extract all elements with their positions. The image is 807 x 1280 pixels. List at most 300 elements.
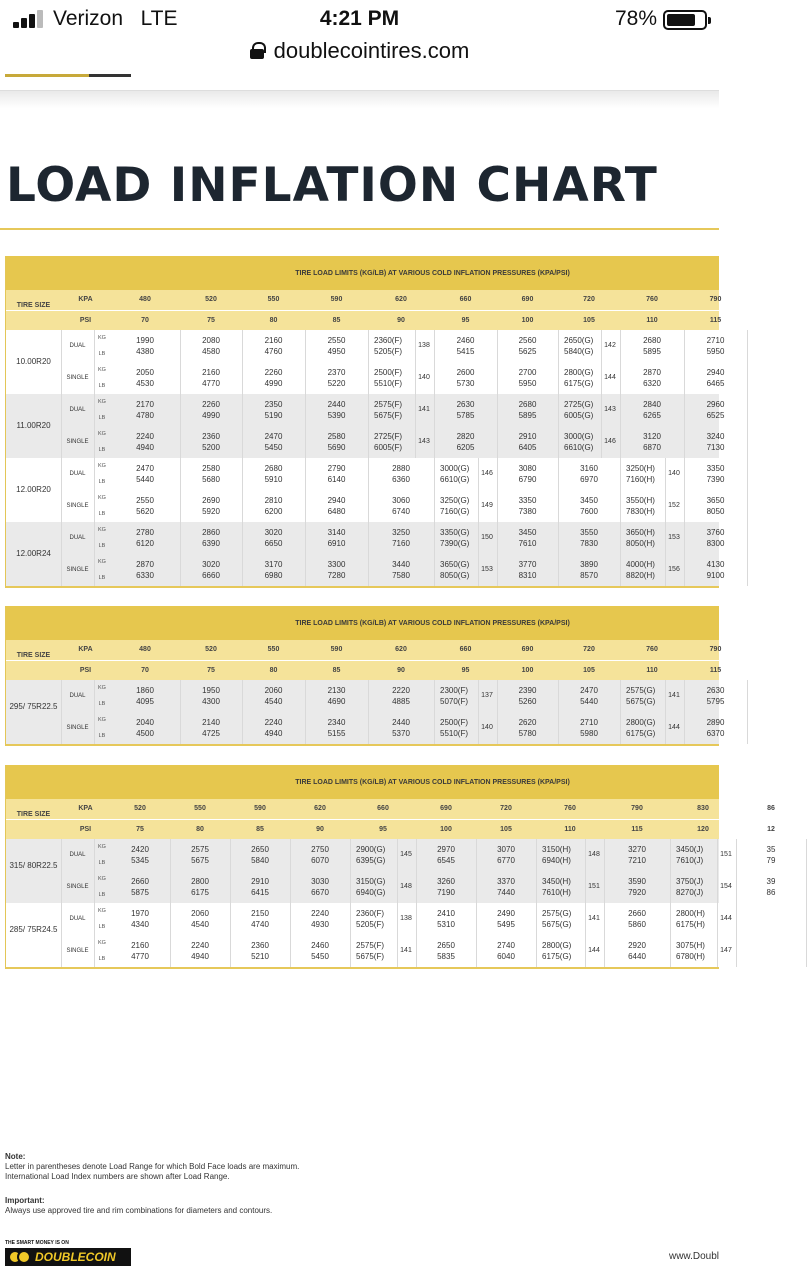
load-lb: 6120 [136,539,154,548]
table-header: TIRE LOAD LIMITS (KG/LB) AT VARIOUS COLD INFLATION PRESSURES (KPA/PSI) [6,256,719,290]
column-divider [94,839,95,903]
load-index: 137 [481,692,493,699]
load-value [230,935,290,967]
load-lb: 5920 [202,507,220,516]
load-kg: 2650 [251,845,269,854]
kpa-value: 620 [314,805,326,812]
column-divider [350,839,351,903]
load-value [542,839,586,871]
load-kg: 3370 [497,877,515,886]
unit-labels [94,839,110,871]
load-lb: 4530 [136,379,154,388]
load-value [368,522,434,554]
load-lb: 5780 [518,729,537,738]
load-lb: 4930 [311,920,329,929]
load-index: 141 [418,406,430,413]
psi-value: 115 [709,317,722,324]
load-value [626,712,666,744]
config-label: SINGLE [66,439,89,445]
unit-labels [94,871,110,903]
load-kg: 2710 [580,718,598,727]
load-value [564,394,602,426]
config-label: DUAL [69,693,86,699]
lb-label: LB [98,383,106,389]
load-lb: 6670 [311,888,329,897]
column-divider [604,903,605,967]
website-link[interactable]: www.Doubl [668,1251,719,1262]
psi-value: 95 [379,826,387,833]
load-lb: 6175(H) [676,920,705,929]
load-value [230,903,290,935]
psi-row [6,660,722,680]
load-kg: 1990 [136,336,154,345]
kpa-value: 480 [139,296,151,303]
load-lb: 6200 [264,507,283,516]
tire-size: 12.00R20 [16,485,51,494]
load-value [242,490,305,522]
load-value [110,426,180,458]
column-divider [61,839,62,903]
load-value [497,362,558,394]
load-kg: 3890 [580,560,598,569]
load-kg: 2780 [136,528,154,537]
pressure-header [6,640,722,680]
load-lb: 4690 [327,697,346,706]
status-bar [0,0,719,38]
load-kg: 2160 [202,368,220,377]
load-lb: 6940(G) [356,888,386,897]
column-divider [434,522,435,586]
load-lb: 4760 [264,347,283,356]
load-value [626,490,666,522]
load-value [170,903,230,935]
index-divider [415,394,416,426]
kpa-row [6,640,722,660]
url-text: doublecointires.com [273,38,470,63]
load-kg: 2620 [518,718,537,727]
load-lb: 9100 [706,571,725,580]
load-kg: 2500(F) [440,718,469,727]
load-value [497,426,558,458]
index-divider [717,935,718,967]
load-kg: 3350(G) [440,528,470,537]
load-kg: 2970 [437,845,455,854]
load-kg: 3650(G) [440,560,470,569]
load-value [356,839,398,871]
column-divider [61,680,62,744]
load-lb: 7830 [580,539,598,548]
load-lb: 6770 [497,856,515,865]
load-kg: 2420 [131,845,149,854]
load-lb: 5450 [311,952,329,961]
config-label: SINGLE [66,503,89,509]
section-divider [0,90,719,108]
psi-value: 110 [646,317,658,324]
kg-label: KG [98,844,106,850]
column-divider [242,330,243,394]
psi-value: 110 [564,826,576,833]
load-value [242,330,305,362]
load-value [170,871,230,903]
index-divider [478,680,479,712]
column-divider [61,394,62,458]
psi-value: 100 [440,826,452,833]
load-kg: 3030 [311,877,329,886]
load-lb: 5795 [706,697,725,706]
kpa-value: 790 [709,296,722,303]
load-lb: 5675(G) [626,697,656,706]
load-value [305,426,368,458]
load-kg: 3170 [264,560,283,569]
load-kg: 3750(J) [676,877,704,886]
load-lb: 8050(G) [440,571,470,580]
load-value [676,871,718,903]
column-divider [736,903,737,967]
load-lb: 8820(H) [626,571,655,580]
load-kg: 2130 [327,686,346,695]
index-divider [397,903,398,935]
load-value [684,522,747,554]
column-divider [620,522,621,586]
load-value [684,712,747,744]
load-index: 156 [668,566,680,573]
load-lb: 4340 [131,920,149,929]
load-value [180,362,242,394]
column-divider [170,839,171,903]
load-lb: 7190 [437,888,455,897]
load-kg: 1970 [131,909,149,918]
load-kg: 3080 [518,464,537,473]
load-kg: 3000(G) [440,464,470,473]
column-divider [747,330,748,394]
load-lb: 5895 [518,411,537,420]
load-kg: 2750 [311,845,329,854]
unit-labels [94,330,110,362]
load-kg: 2650 [437,941,455,950]
psi-value: 90 [397,667,405,674]
load-value [305,522,368,554]
load-kg: 2580 [327,432,346,441]
psi-label: PSI [79,317,92,324]
load-kg: 3240 [706,432,725,441]
load-value [110,871,170,903]
load-lb: 5840(G) [564,347,594,356]
column-divider [180,458,181,522]
psi-value: 100 [521,317,534,324]
load-row [6,839,776,871]
psi-value: 85 [332,667,341,674]
psi-value: 70 [141,667,149,674]
load-lb: 6395(G) [356,856,386,865]
load-lb: 5675(G) [542,920,572,929]
load-lb: 6545 [437,856,455,865]
load-lb: 5390 [327,411,346,420]
tire-size-heading: TIRE SIZE [16,652,51,659]
load-lb: 6740 [392,507,410,516]
load-value [497,330,558,362]
load-lb: 7610(J) [676,856,704,865]
load-value [684,490,747,522]
load-lb: 5155 [327,729,346,738]
load-value [290,839,350,871]
load-value [434,426,497,458]
load-value [434,394,497,426]
load-value [626,554,666,586]
kpa-value: 660 [459,646,472,653]
load-lb: 6175 [191,888,209,897]
load-kg: 3140 [327,528,346,537]
kg-label: KG [98,335,106,341]
load-value [416,871,476,903]
index-divider [415,426,416,458]
load-value [242,522,305,554]
load-value [110,490,180,522]
load-kg: 2560 [518,336,537,345]
load-kg: 2160 [131,941,149,950]
load-value [180,554,242,586]
psi-value: 85 [256,826,264,833]
load-value [110,362,180,394]
load-lb: 6140 [327,475,346,484]
load-value [180,330,242,362]
load-kg: 3350 [518,496,537,505]
load-kg: 2680 [643,336,661,345]
load-kg: 2725(F) [374,432,403,441]
column-divider [368,394,369,458]
load-lb: 6320 [643,379,661,388]
load-kg: 2040 [136,718,154,727]
load-kg: 2840 [643,400,661,409]
load-lb: 7610 [518,539,537,548]
load-value [684,458,747,490]
load-value [434,362,497,394]
load-index: 146 [481,470,493,477]
kpa-value: 760 [646,296,658,303]
load-lb: 6970 [580,475,598,484]
load-lb: 6525 [706,411,725,420]
important-title: Important: [5,1196,45,1205]
load-value [626,458,666,490]
load-value [110,839,170,871]
config-label: DUAL [69,471,86,477]
kpa-label: KPA [78,805,93,812]
note-block [5,1152,299,1182]
load-kg: 1860 [136,686,154,695]
load-row [6,935,732,967]
note-title: Note: [5,1152,26,1161]
load-value [736,903,806,935]
kpa-value: 520 [205,296,217,303]
address-bar[interactable] [0,38,719,74]
unit-labels [94,458,110,490]
load-kg: 2500(F) [374,368,403,377]
load-kg: 2260 [202,400,220,409]
tire-size-heading: TIRE SIZE [16,302,51,309]
column-divider [180,394,181,458]
load-kg: 2920 [628,941,646,950]
load-value [676,935,718,967]
kpa-value: 480 [139,646,151,653]
load-lb: 4950 [327,347,346,356]
index-divider [585,839,586,871]
note-line-2: International Load Index numbers are shown after Load Range. [5,1172,230,1181]
clock: 4:21 PM [319,7,400,30]
load-value [684,330,747,362]
psi-value: 105 [583,667,595,674]
config-label: SINGLE [66,567,89,573]
tire-size: 11.00R20 [16,421,51,430]
load-row [6,680,725,712]
load-lb: 6390 [202,539,220,548]
load-value [110,935,170,967]
load-value [542,871,586,903]
lb-label: LB [98,956,106,962]
doublecoin-logo[interactable] [5,1248,131,1266]
load-lb: 6370 [706,729,725,738]
load-value [676,839,718,871]
lb-label: LB [98,479,106,485]
load-index: 150 [481,534,493,541]
load-value [497,394,558,426]
load-value [440,522,479,554]
load-lb: 4095 [136,697,154,706]
load-value [242,426,305,458]
psi-value: 80 [269,667,278,674]
column-divider [536,903,537,967]
load-kg: 2740 [497,941,515,950]
load-value [440,490,479,522]
index-divider [717,839,718,871]
load-lb: 5510(F) [374,379,403,388]
load-kg: 2050 [136,368,154,377]
kpa-label: KPA [78,296,93,303]
load-value [497,712,558,744]
load-value [305,362,368,394]
psi-value: 110 [646,667,658,674]
load-value [626,522,666,554]
column-divider [305,458,306,522]
load-value [170,839,230,871]
psi-value: 85 [332,317,341,324]
column-divider [305,680,306,744]
unit-labels [94,490,110,522]
index-divider [415,362,416,394]
column-divider [558,522,559,586]
load-lb: 5620 [136,507,154,516]
load-value [558,712,620,744]
pressure-header [6,799,775,839]
load-kg: 3650 [706,496,725,505]
load-lb: 5910 [264,475,283,484]
column-divider [61,330,62,394]
index-divider [397,935,398,967]
load-value [604,903,670,935]
load-lb: 5625 [518,347,537,356]
psi-value: 80 [269,317,278,324]
load-kg: 2630 [706,686,725,695]
load-kg: 2490 [497,909,515,918]
load-value [558,680,620,712]
column-divider [497,394,498,458]
load-kg: 2350 [264,400,283,409]
load-value [242,458,305,490]
load-lb: 7390 [706,475,725,484]
index-divider [397,839,398,871]
load-lb: 7160 [392,539,410,548]
column-divider [242,522,243,586]
column-divider [94,522,95,586]
load-value [476,903,536,935]
load-lb: 4540 [191,920,209,929]
tire-size: 12.00R24 [16,549,51,558]
load-kg: 2890 [706,718,725,727]
load-value [558,522,620,554]
load-value [558,490,620,522]
column-divider [242,394,243,458]
load-value [110,680,180,712]
kg-label: KG [98,463,106,469]
load-lb: 5190 [264,411,283,420]
config-label: SINGLE [66,884,89,890]
load-lb: 5730 [456,379,475,388]
load-value [230,871,290,903]
column-divider [305,330,306,394]
column-divider [61,458,62,522]
column-divider [434,680,435,744]
load-value [684,426,747,458]
load-kg: 2700 [518,368,537,377]
load-kg: 2170 [136,400,154,409]
load-lb: 6175(G) [564,379,594,388]
load-row [6,712,725,744]
load-lb: 6070 [311,856,329,865]
load-lb: 7160(G) [440,507,470,516]
unit-labels [94,554,110,586]
load-value [180,522,242,554]
psi-value: 80 [196,826,204,833]
load-value [110,458,180,490]
column-divider [368,330,369,394]
load-value [497,490,558,522]
load-index: 154 [720,883,732,890]
load-value [368,490,434,522]
load-lb: 5210 [251,952,269,961]
load-value [476,935,536,967]
column-divider [434,330,435,394]
load-index: 144 [720,915,732,922]
load-lb: 6480 [327,507,346,516]
kpa-value: 720 [583,296,595,303]
load-lb: 5440 [136,475,154,484]
load-kg: 2800(G) [542,941,572,950]
load-kg: 3300 [327,560,346,569]
load-kg: 3060 [392,496,410,505]
load-kg: 2240 [311,909,329,918]
load-value [416,935,476,967]
load-lb: 4885 [392,697,410,706]
column-divider [94,330,95,394]
load-index: 143 [604,406,616,413]
load-lb: 5205(F) [356,920,385,929]
kpa-row [6,290,722,310]
load-value [497,554,558,586]
load-kg: 2460 [311,941,329,950]
load-lb: 6465 [706,379,725,388]
tire-size: 285/ 75R24.5 [9,925,58,934]
load-kg: 3650(H) [626,528,655,537]
index-divider [601,426,602,458]
load-value [620,394,684,426]
